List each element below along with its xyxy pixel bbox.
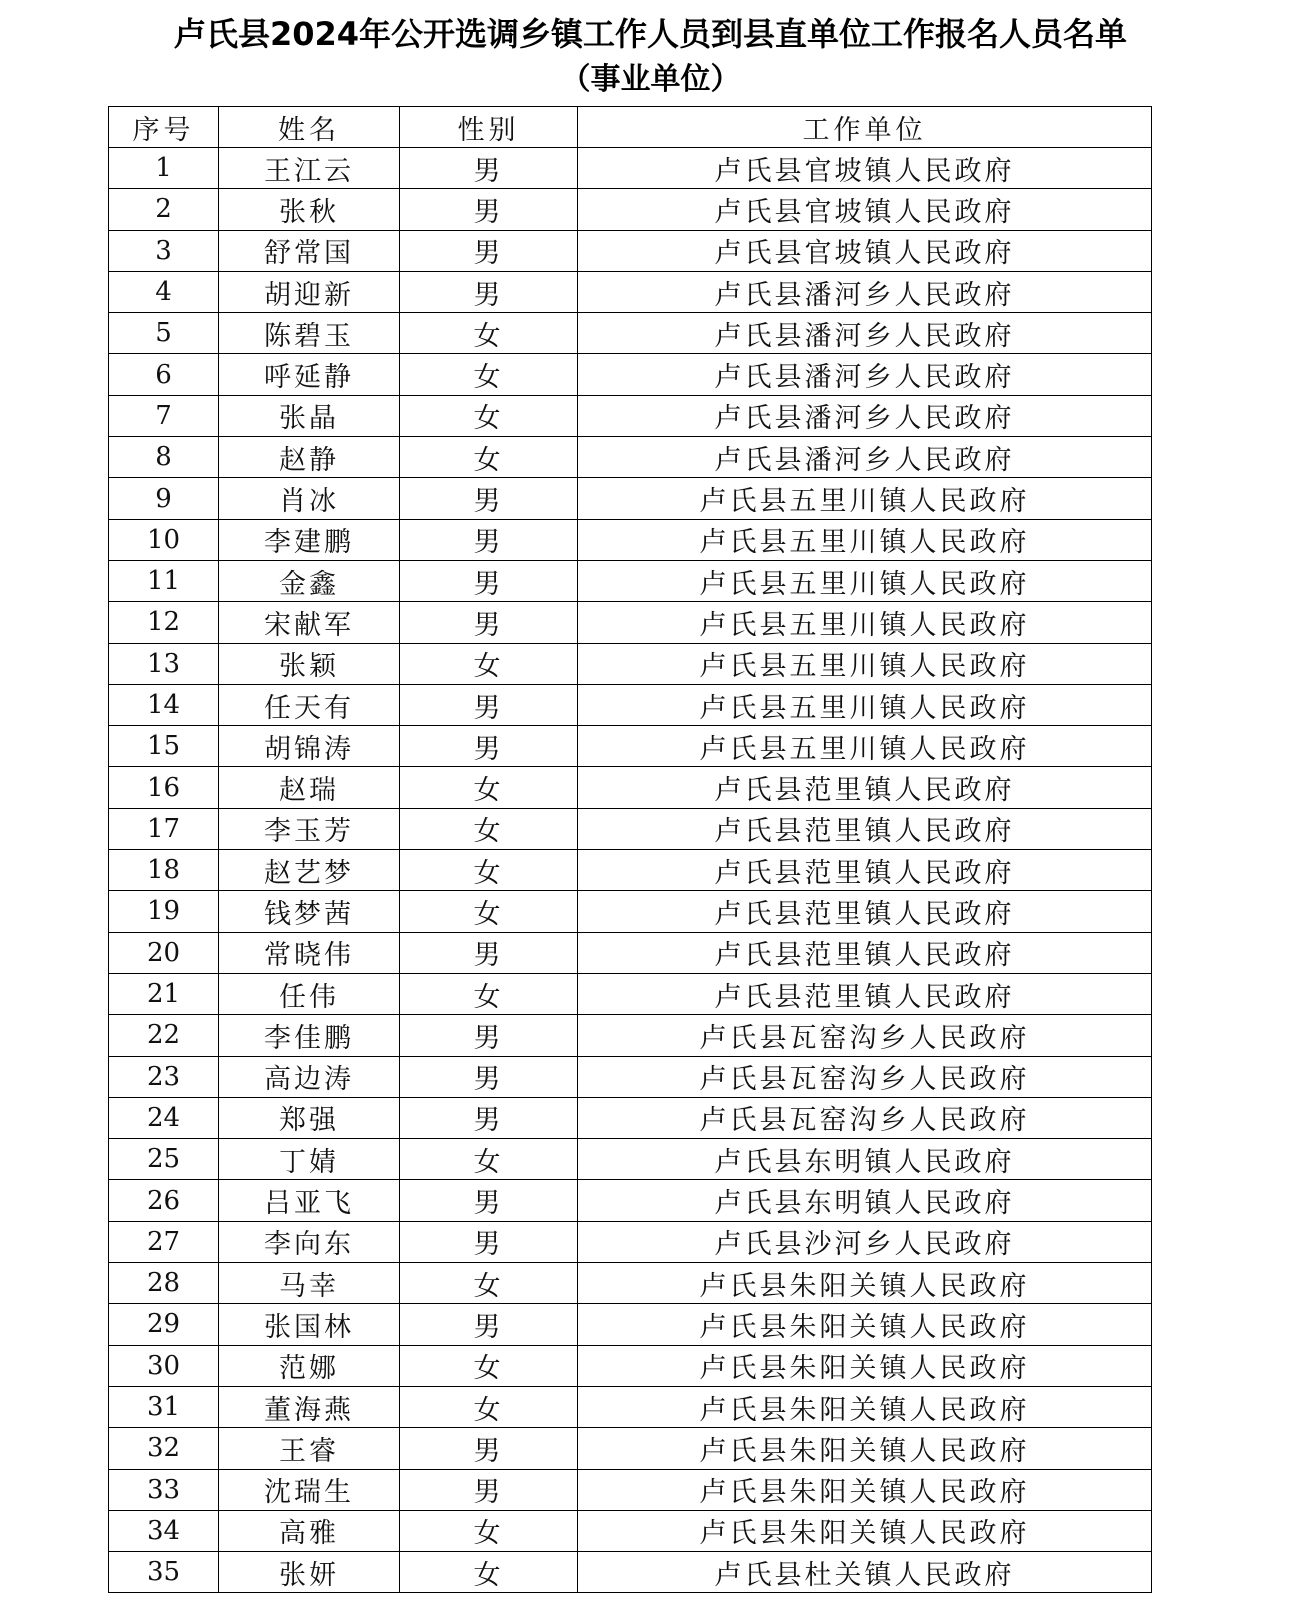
cell-name: 丁婧 — [219, 1139, 400, 1180]
cell-serial-number: 9 — [109, 478, 219, 519]
table-row — [109, 1552, 1152, 1593]
cell-name: 李玉芳 — [219, 808, 400, 849]
cell-serial-number: 17 — [109, 808, 219, 849]
cell-work-unit: 卢氏县官坡镇人民政府 — [578, 189, 1152, 230]
cell-work-unit: 卢氏县朱阳关镇人民政府 — [578, 1469, 1152, 1510]
cell-work-unit: 卢氏县范里镇人民政府 — [578, 808, 1152, 849]
cell-serial-number: 4 — [109, 271, 219, 312]
cell-work-unit: 卢氏县朱阳关镇人民政府 — [578, 1263, 1152, 1304]
cell-gender: 男 — [400, 1180, 578, 1221]
document-title: 卢氏县2024年公开选调乡镇工作人员到县直单位工作报名人员名单 — [173, 15, 1128, 53]
cell-name: 常晓伟 — [219, 932, 400, 973]
cell-serial-number: 34 — [109, 1510, 219, 1551]
cell-work-unit: 卢氏县沙河乡人民政府 — [578, 1221, 1152, 1262]
cell-name: 王江云 — [219, 148, 400, 189]
cell-name: 赵艺梦 — [219, 850, 400, 891]
cell-gender: 男 — [400, 230, 578, 271]
cell-serial-number: 32 — [109, 1428, 219, 1469]
cell-work-unit: 卢氏县范里镇人民政府 — [578, 891, 1152, 932]
cell-work-unit: 卢氏县东明镇人民政府 — [578, 1180, 1152, 1221]
table-row — [109, 850, 1152, 891]
cell-serial-number: 14 — [109, 684, 219, 725]
cell-serial-number: 16 — [109, 767, 219, 808]
cell-name: 王睿 — [219, 1428, 400, 1469]
cell-work-unit: 卢氏县瓦窑沟乡人民政府 — [578, 1015, 1152, 1056]
table-row — [109, 973, 1152, 1014]
cell-work-unit: 卢氏县五里川镇人民政府 — [578, 560, 1152, 601]
cell-name: 肖冰 — [219, 478, 400, 519]
table-row — [109, 1263, 1152, 1304]
cell-gender: 女 — [400, 437, 578, 478]
cell-name: 张晶 — [219, 395, 400, 436]
cell-work-unit: 卢氏县朱阳关镇人民政府 — [578, 1386, 1152, 1427]
document-subtitle: （事业单位） — [560, 62, 741, 97]
cell-serial-number: 22 — [109, 1015, 219, 1056]
cell-serial-number: 8 — [109, 437, 219, 478]
cell-serial-number: 10 — [109, 519, 219, 560]
cell-work-unit: 卢氏县瓦窑沟乡人民政府 — [578, 1097, 1152, 1138]
cell-gender: 男 — [400, 1304, 578, 1345]
cell-gender: 女 — [400, 1263, 578, 1304]
cell-gender: 男 — [400, 148, 578, 189]
cell-work-unit: 卢氏县瓦窑沟乡人民政府 — [578, 1056, 1152, 1097]
cell-name: 陈碧玉 — [219, 313, 400, 354]
cell-work-unit: 卢氏县潘河乡人民政府 — [578, 395, 1152, 436]
table-row — [109, 230, 1152, 271]
table-header-row — [109, 107, 1152, 148]
table-row — [109, 932, 1152, 973]
cell-work-unit: 卢氏县范里镇人民政府 — [578, 767, 1152, 808]
cell-gender: 女 — [400, 395, 578, 436]
cell-name: 任天有 — [219, 684, 400, 725]
cell-name: 张颖 — [219, 643, 400, 684]
table-row — [109, 684, 1152, 725]
cell-gender: 男 — [400, 1428, 578, 1469]
cell-serial-number: 6 — [109, 354, 219, 395]
cell-name: 李佳鹏 — [219, 1015, 400, 1056]
table-row — [109, 189, 1152, 230]
cell-gender: 男 — [400, 602, 578, 643]
cell-work-unit: 卢氏县范里镇人民政府 — [578, 850, 1152, 891]
cell-name: 任伟 — [219, 973, 400, 1014]
cell-name: 宋献军 — [219, 602, 400, 643]
cell-gender: 女 — [400, 354, 578, 395]
cell-work-unit: 卢氏县范里镇人民政府 — [578, 973, 1152, 1014]
table-row — [109, 1097, 1152, 1138]
cell-serial-number: 28 — [109, 1263, 219, 1304]
cell-name: 高雅 — [219, 1510, 400, 1551]
cell-work-unit: 卢氏县五里川镇人民政府 — [578, 684, 1152, 725]
cell-gender: 女 — [400, 850, 578, 891]
cell-work-unit: 卢氏县潘河乡人民政府 — [578, 313, 1152, 354]
cell-serial-number: 23 — [109, 1056, 219, 1097]
cell-gender: 女 — [400, 643, 578, 684]
table-row — [109, 767, 1152, 808]
cell-work-unit: 卢氏县杜关镇人民政府 — [578, 1552, 1152, 1593]
cell-gender: 男 — [400, 560, 578, 601]
cell-gender: 男 — [400, 684, 578, 725]
cell-serial-number: 33 — [109, 1469, 219, 1510]
cell-work-unit: 卢氏县潘河乡人民政府 — [578, 437, 1152, 478]
cell-gender: 女 — [400, 1345, 578, 1386]
cell-serial-number: 31 — [109, 1386, 219, 1427]
table-row — [109, 271, 1152, 312]
table-row — [109, 1510, 1152, 1551]
cell-serial-number: 30 — [109, 1345, 219, 1386]
cell-name: 沈瑞生 — [219, 1469, 400, 1510]
cell-name: 吕亚飞 — [219, 1180, 400, 1221]
header-name: 姓名 — [219, 107, 400, 148]
cell-name: 舒常国 — [219, 230, 400, 271]
cell-serial-number: 27 — [109, 1221, 219, 1262]
table-row — [109, 726, 1152, 767]
table-row — [109, 148, 1152, 189]
table-row — [109, 808, 1152, 849]
table-row — [109, 643, 1152, 684]
cell-name: 呼延静 — [219, 354, 400, 395]
cell-serial-number: 11 — [109, 560, 219, 601]
table-row — [109, 1056, 1152, 1097]
cell-serial-number: 20 — [109, 932, 219, 973]
cell-gender: 男 — [400, 1097, 578, 1138]
cell-serial-number: 19 — [109, 891, 219, 932]
table-row — [109, 1015, 1152, 1056]
table-row — [109, 560, 1152, 601]
cell-gender: 女 — [400, 891, 578, 932]
cell-work-unit: 卢氏县范里镇人民政府 — [578, 932, 1152, 973]
cell-gender: 男 — [400, 519, 578, 560]
cell-serial-number: 15 — [109, 726, 219, 767]
cell-name: 金鑫 — [219, 560, 400, 601]
table-row — [109, 1428, 1152, 1469]
cell-name: 李建鹏 — [219, 519, 400, 560]
header-gender: 性别 — [400, 107, 578, 148]
table-row — [109, 519, 1152, 560]
cell-work-unit: 卢氏县五里川镇人民政府 — [578, 643, 1152, 684]
cell-gender: 男 — [400, 1221, 578, 1262]
table-row — [109, 1221, 1152, 1262]
table-row — [109, 1304, 1152, 1345]
cell-work-unit: 卢氏县官坡镇人民政府 — [578, 230, 1152, 271]
cell-work-unit: 卢氏县五里川镇人民政府 — [578, 726, 1152, 767]
cell-name: 胡迎新 — [219, 271, 400, 312]
cell-work-unit: 卢氏县五里川镇人民政府 — [578, 602, 1152, 643]
cell-work-unit: 卢氏县东明镇人民政府 — [578, 1139, 1152, 1180]
cell-gender: 女 — [400, 1139, 578, 1180]
cell-serial-number: 5 — [109, 313, 219, 354]
applicant-table — [108, 106, 1152, 1593]
cell-gender: 男 — [400, 932, 578, 973]
cell-gender: 女 — [400, 313, 578, 354]
cell-serial-number: 2 — [109, 189, 219, 230]
cell-name: 赵瑞 — [219, 767, 400, 808]
table-row — [109, 313, 1152, 354]
cell-serial-number: 21 — [109, 973, 219, 1014]
table-row — [109, 354, 1152, 395]
cell-gender: 女 — [400, 767, 578, 808]
cell-name: 钱梦茜 — [219, 891, 400, 932]
cell-name: 董海燕 — [219, 1386, 400, 1427]
cell-name: 张秋 — [219, 189, 400, 230]
cell-gender: 女 — [400, 808, 578, 849]
cell-name: 赵静 — [219, 437, 400, 478]
cell-gender: 男 — [400, 726, 578, 767]
cell-gender: 女 — [400, 1386, 578, 1427]
cell-gender: 男 — [400, 271, 578, 312]
table-row — [109, 1386, 1152, 1427]
cell-gender: 男 — [400, 1015, 578, 1056]
cell-serial-number: 13 — [109, 643, 219, 684]
cell-gender: 男 — [400, 1469, 578, 1510]
cell-serial-number: 26 — [109, 1180, 219, 1221]
header-work-unit: 工作单位 — [578, 107, 1152, 148]
table-row — [109, 395, 1152, 436]
cell-name: 张国林 — [219, 1304, 400, 1345]
cell-serial-number: 18 — [109, 850, 219, 891]
table-row — [109, 1180, 1152, 1221]
cell-work-unit: 卢氏县潘河乡人民政府 — [578, 354, 1152, 395]
cell-serial-number: 12 — [109, 602, 219, 643]
cell-gender: 男 — [400, 189, 578, 230]
cell-serial-number: 35 — [109, 1552, 219, 1593]
cell-name: 范娜 — [219, 1345, 400, 1386]
cell-name: 马幸 — [219, 1263, 400, 1304]
table-row — [109, 478, 1152, 519]
cell-serial-number: 7 — [109, 395, 219, 436]
header-serial-number: 序号 — [109, 107, 219, 148]
cell-work-unit: 卢氏县五里川镇人民政府 — [578, 478, 1152, 519]
cell-name: 李向东 — [219, 1221, 400, 1262]
cell-gender: 男 — [400, 478, 578, 519]
cell-work-unit: 卢氏县五里川镇人民政府 — [578, 519, 1152, 560]
table-row — [109, 1139, 1152, 1180]
cell-name: 张妍 — [219, 1552, 400, 1593]
cell-work-unit: 卢氏县朱阳关镇人民政府 — [578, 1428, 1152, 1469]
cell-serial-number: 1 — [109, 148, 219, 189]
cell-serial-number: 24 — [109, 1097, 219, 1138]
cell-gender: 女 — [400, 1552, 578, 1593]
cell-work-unit: 卢氏县官坡镇人民政府 — [578, 148, 1152, 189]
table-row — [109, 891, 1152, 932]
table-row — [109, 1345, 1152, 1386]
cell-gender: 男 — [400, 1056, 578, 1097]
cell-name: 高边涛 — [219, 1056, 400, 1097]
table-row — [109, 1469, 1152, 1510]
cell-gender: 女 — [400, 973, 578, 1014]
cell-serial-number: 3 — [109, 230, 219, 271]
cell-serial-number: 25 — [109, 1139, 219, 1180]
cell-work-unit: 卢氏县潘河乡人民政府 — [578, 271, 1152, 312]
cell-name: 郑强 — [219, 1097, 400, 1138]
cell-work-unit: 卢氏县朱阳关镇人民政府 — [578, 1345, 1152, 1386]
cell-gender: 女 — [400, 1510, 578, 1551]
cell-serial-number: 29 — [109, 1304, 219, 1345]
table-row — [109, 602, 1152, 643]
cell-name: 胡锦涛 — [219, 726, 400, 767]
cell-work-unit: 卢氏县朱阳关镇人民政府 — [578, 1510, 1152, 1551]
table-row — [109, 437, 1152, 478]
table-body — [109, 148, 1152, 1593]
cell-work-unit: 卢氏县朱阳关镇人民政府 — [578, 1304, 1152, 1345]
